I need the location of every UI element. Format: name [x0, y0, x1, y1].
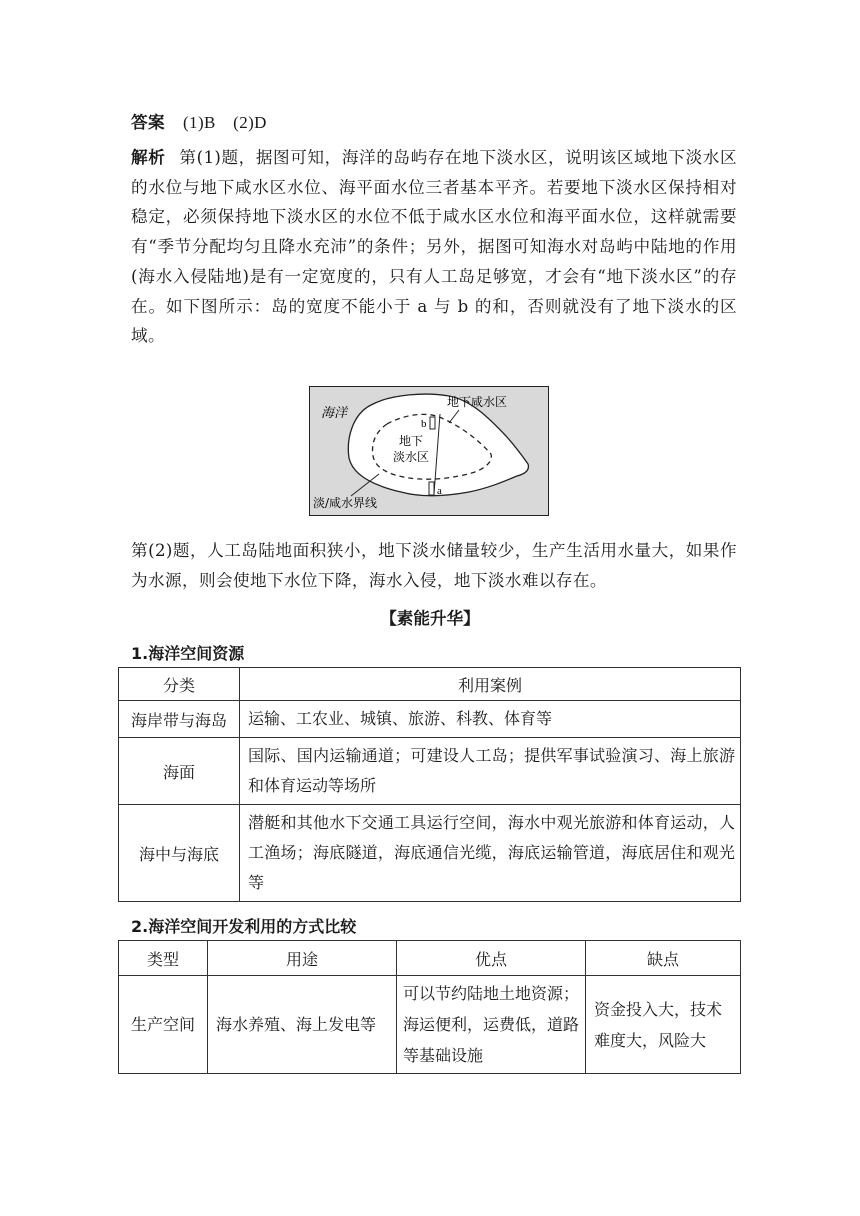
- table-header: 缺点: [586, 941, 741, 976]
- label-a: a: [437, 485, 442, 497]
- island-diagram: [309, 386, 549, 516]
- label-fresh-zone-1: 地下: [399, 434, 424, 448]
- table-cell: 国际、国内运输通道；可建设人工岛；提供军事试验演习、海上旅游和体育运动等场所: [240, 738, 741, 805]
- label-salt-zone: 地下咸水区: [447, 395, 508, 409]
- table-header-row: [119, 941, 741, 976]
- analysis-paragraph: [131, 143, 737, 351]
- table-header: 优点: [397, 941, 586, 976]
- analysis-text: 第(1)题，据图可知，海洋的岛屿存在地下淡水区，说明该区域地下淡水区的水位与地下咸水区水位、海平面水位三者基本平齐。若要地下淡水区保持相对稳定，必须保持地下淡水区的水位不低于咸水区水位和海平面水位，这样就需要有“季节分配均匀且降水充沛”的条件；另外，据图可知海水对岛屿中陆地的作用(海水入侵陆地)是有一定宽度的，只有人工岛足够宽，才会有“地下淡水区”的存在。如下图所示：岛的宽度不能小于 a 与 b 的和，否则就没有了地下淡水的区域。: [131, 148, 737, 346]
- table-header-row: [119, 668, 741, 701]
- table1-heading: 1.海洋空间资源: [131, 644, 245, 663]
- part2-paragraph: 第(2)题，人工岛陆地面积狭小，地下淡水储量较少，生产生活用水量大，如果作为水源，则会使地下水位下降，海水入侵，地下淡水难以存在。: [131, 541, 737, 590]
- table-row: [119, 805, 741, 902]
- ocean-space-resources-table: [118, 667, 741, 902]
- table-cell: 可以节约陆地土地资源；海运便利，运费低，道路等基础设施: [397, 976, 586, 1074]
- table-cell: 资金投入大，技术难度大，风险大: [586, 976, 741, 1074]
- table-header: 用途: [208, 941, 397, 976]
- table-row: [119, 976, 741, 1074]
- label-boundary: 淡/咸水界线: [313, 496, 378, 510]
- table-header: 类型: [119, 941, 208, 976]
- label-b: b: [421, 418, 427, 430]
- answer-line: [131, 108, 737, 138]
- table-row: [119, 701, 741, 738]
- label-fresh-zone-2: 淡水区: [393, 450, 430, 464]
- table-cell: 海水养殖、海上发电等: [208, 976, 397, 1074]
- analysis-label: 解析: [131, 148, 166, 167]
- answer-text: (1)B (2)D: [183, 113, 267, 132]
- table-header: 分类: [119, 668, 240, 701]
- table-cell: 运输、工农业、城镇、旅游、科教、体育等: [240, 701, 741, 738]
- label-ocean: 海洋: [321, 406, 348, 421]
- table-cell: 潜艇和其他水下交通工具运行空间，海水中观光旅游和体育运动，人工渔场；海底隧道，海底通信光缆，海底运输管道，海底居住和观光等: [240, 805, 741, 902]
- answer-label: 答案: [131, 113, 165, 132]
- table-header: 利用案例: [240, 668, 741, 701]
- table-cell: 海面: [119, 738, 240, 805]
- table-cell: 海岸带与海岛: [119, 701, 240, 738]
- ocean-space-comparison-table: [118, 940, 741, 1074]
- table-row: [119, 738, 741, 805]
- section-title: 【素能升华】: [380, 608, 480, 628]
- table2-heading: 2.海洋空间开发利用的方式比较: [131, 917, 357, 936]
- table-cell: 生产空间: [119, 976, 208, 1074]
- table-cell: 海中与海底: [119, 805, 240, 902]
